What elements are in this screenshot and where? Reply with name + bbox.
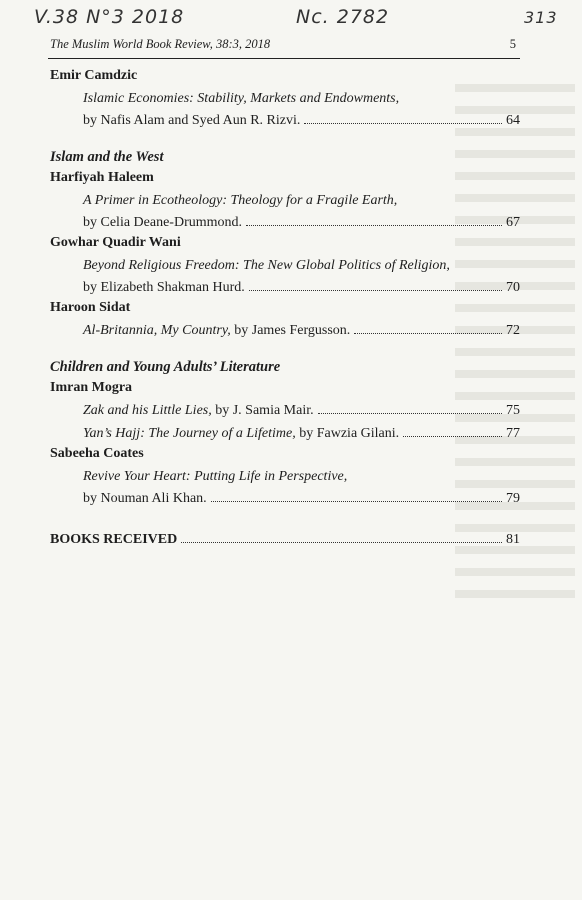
reviewer-name: Imran Mogra [50, 380, 133, 395]
book-title: Islamic Economies: Stability, Markets and Endowments, [83, 91, 400, 106]
dot-leader [354, 333, 502, 334]
book-author: by Nafis Alam and Syed Aun R. Rizvi. [83, 113, 301, 128]
book-title: Beyond Religious Freedom: The New Global Politics of Religion, [83, 258, 450, 273]
toc-entry-line [50, 321, 520, 340]
dot-leader [211, 501, 502, 502]
toc-entry-line [50, 278, 520, 297]
toc-entry-line [50, 424, 520, 443]
entry-page-number: 72 [506, 323, 520, 338]
entry-page-number: 77 [506, 426, 520, 441]
book-entry [83, 424, 399, 443]
reviewer-name: Emir Camdzic [50, 68, 138, 83]
handwritten-page-note: 313 [524, 8, 558, 27]
book-author: by Nouman Ali Khan. [83, 491, 207, 506]
toc-entry-line [50, 401, 520, 420]
books-received-heading: BOOKS RECEIVED [50, 532, 178, 547]
dot-leader [246, 225, 502, 226]
dot-leader [249, 290, 502, 291]
book-entry [83, 401, 314, 420]
journal-title: The Muslim World Book Review, 38:3, 2018 [50, 37, 271, 51]
book-title: Al-Britannia, My Country, [83, 323, 231, 338]
entry-page-number: 64 [506, 113, 520, 128]
reviewer-name: Gowhar Quadir Wani [50, 235, 181, 250]
toc-entry-line [50, 489, 520, 508]
page-number: 5 [509, 37, 516, 51]
book-author: by Celia Deane-Drummond. [83, 215, 243, 230]
running-header [50, 37, 516, 52]
books-received-line [50, 530, 520, 549]
dot-leader [403, 436, 502, 437]
reviewer-name: Harfiyah Haleem [50, 170, 154, 185]
entry-page-number: 79 [506, 491, 520, 506]
book-author: by Fawzia Gilani. [295, 426, 400, 441]
entry-page-number: 75 [506, 403, 520, 418]
dot-leader [181, 542, 502, 543]
book-author: by Elizabeth Shakman Hurd. [83, 280, 245, 295]
book-author: by J. Samia Mair. [211, 403, 314, 418]
header-rule [48, 58, 520, 59]
reviewer-name: Haroon Sidat [50, 300, 131, 315]
toc-entry-line [50, 111, 520, 130]
book-title: Yan’s Hajj: The Journey of a Lifetime, [83, 426, 296, 441]
handwritten-volume-note: V.38 N°3 2018 [34, 6, 185, 28]
reviewer-name: Sabeeha Coates [50, 446, 144, 461]
dot-leader [304, 123, 502, 124]
toc-entry-line [50, 213, 520, 232]
entry-page-number: 70 [506, 280, 520, 295]
entry-page-number: 67 [506, 215, 520, 230]
book-title: A Primer in Ecotheology: Theology for a Fragile Earth, [83, 193, 398, 208]
table-of-contents [50, 66, 520, 549]
book-author: by James Fergusson. [230, 323, 351, 338]
book-entry [83, 321, 350, 340]
book-title: Revive Your Heart: Putting Life in Perspective, [83, 469, 348, 484]
dot-leader [318, 413, 502, 414]
book-title: Zak and his Little Lies, [83, 403, 212, 418]
handwritten-call-number: Nc. 2782 [296, 6, 390, 28]
section-heading: Islam and the West [50, 149, 164, 165]
entry-page-number: 81 [506, 532, 520, 547]
section-heading: Children and Young Adults’ Literature [50, 359, 281, 375]
